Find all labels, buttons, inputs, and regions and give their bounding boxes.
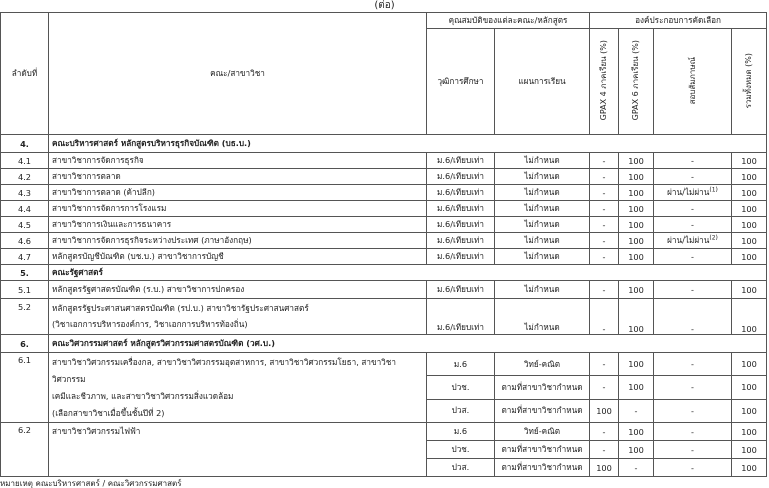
table-row: ปวช. ตามที่สาขาวิชากำหนด - 100 - 100 bbox=[1, 441, 767, 459]
header-education: วุฒิการศึกษา bbox=[427, 29, 495, 135]
table-row: 5.1 หลักสูตรรัฐศาสตรบัณฑิต (ร.บ.) สาขาวิชาการปกครอง ม.6/เทียบเท่า ไม่กำหนด - 100 - 100 bbox=[1, 281, 767, 299]
table-row: 5.2 หลักสูตรรัฐประศาสนศาสตรบัณฑิต (รป.บ.) สาขาวิชารัฐประศาสนศาสตร์ (วิชาเอกการบริหารองค์การ, วิชาเอกการบริหารท้องถิ่น) ม.6/เทียบเท่า ไม่กำหนด - 100 - 100 bbox=[1, 299, 767, 335]
table-row: 4.3 สาขาวิชาการตลาด (ค้าปลีก) ม.6/เทียบเท่า ไม่กำหนด - 100 ผ่าน/ไม่ผ่าน$^{(1)}$ 100 bbox=[1, 185, 767, 201]
header-group-selection: องค์ประกอบการคัดเลือก bbox=[590, 13, 767, 29]
table-row: ปวช. ตามที่สาขาวิชากำหนด - 100 - 100 bbox=[1, 376, 767, 399]
table-row: 4.5 สาขาวิชาการเงินและการธนาคาร ม.6/เทียบเท่า ไม่กำหนด - 100 - 100 bbox=[1, 217, 767, 233]
header-no: ลำดับที่ bbox=[1, 13, 49, 135]
admission-table bbox=[0, 12, 767, 477]
header-total: รวมทั้งหมด (%) bbox=[732, 29, 767, 135]
section-row: 4. คณะบริหารศาสตร์ หลักสูตรบริหารธุรกิจบัณฑิต (บธ.บ.) bbox=[1, 135, 767, 153]
table-row: 6.1 สาขาวิชาวิศวกรรมเครื่องกล, สาขาวิชาวิศวกรรมอุตสาหการ, สาขาวิชาวิศวกรรมโยธา, สาขาวิชาวิศวกรรม เคมีและชีวภาพ, และสาขาวิชาวิศวกรรมสิ่งแวดล้อม (เลือกสาขาวิชาเมื่อขึ้นชั้นปีที่ 2) ม.6 วิทย์-คณิต - 100 - 100 bbox=[1, 353, 767, 376]
table-row: 4.4 สาขาวิชาการจัดการการโรงแรม ม.6/เทียบเท่า ไม่กำหนด - 100 - 100 bbox=[1, 201, 767, 217]
table-row: 4.7 หลักสูตรบัญชีบัณฑิต (บช.บ.) สาขาวิชาการบัญชี ม.6/เทียบเท่า ไม่กำหนด - 100 - 100 bbox=[1, 249, 767, 265]
table-row: 4.1 สาขาวิชาการจัดการธุรกิจ ม.6/เทียบเท่า ไม่กำหนด - 100 - 100 bbox=[1, 153, 767, 169]
header-plan: แผนการเรียน bbox=[495, 29, 590, 135]
section-row: 6. คณะวิศวกรรมศาสตร์ หลักสูตรวิศวกรรมศาสตรบัณฑิต (วศ.บ.) bbox=[1, 335, 767, 353]
footnote: หมายเหตุ คณะบริหารศาสตร์ / คณะวิศวกรรมศาสตร์ bbox=[0, 479, 182, 488]
table-row: 6.2 สาขาวิชาวิศวกรรมไฟฟ้า ม.6 วิทย์-คณิต - 100 - 100 bbox=[1, 423, 767, 441]
table-row: 4.6 สาขาวิชาการจัดการธุรกิจระหว่างประเทศ (ภาษาอังกฤษ) ม.6/เทียบเท่า ไม่กำหนด - 100 ผ่าน/ไม่ผ่าน$^{(2)}$ 100 bbox=[1, 233, 767, 249]
table-row: ปวส. ตามที่สาขาวิชากำหนด 100 - - 100 bbox=[1, 459, 767, 477]
table-row: 4.2 สาขาวิชาการตลาด ม.6/เทียบเท่า ไม่กำหนด - 100 - 100 bbox=[1, 169, 767, 185]
table-row: ปวส. ตามที่สาขาวิชากำหนด 100 - - 100 bbox=[1, 399, 767, 422]
header-gpax6: GPAX 6 ภาคเรียน (%) bbox=[619, 29, 654, 135]
continued-label: (ต่อ) bbox=[374, 0, 395, 11]
header-interview: สอบสัมภาษณ์ bbox=[654, 29, 732, 135]
header-group-criteria: คุณสมบัติของแต่ละคณะ/หลักสูตร bbox=[427, 13, 590, 29]
section-row: 5. คณะรัฐศาสตร์ bbox=[1, 265, 767, 281]
header-faculty: คณะ/สาขาวิชา bbox=[49, 13, 427, 135]
header-gpax4: GPAX 4 ภาคเรียน (%) bbox=[590, 29, 619, 135]
